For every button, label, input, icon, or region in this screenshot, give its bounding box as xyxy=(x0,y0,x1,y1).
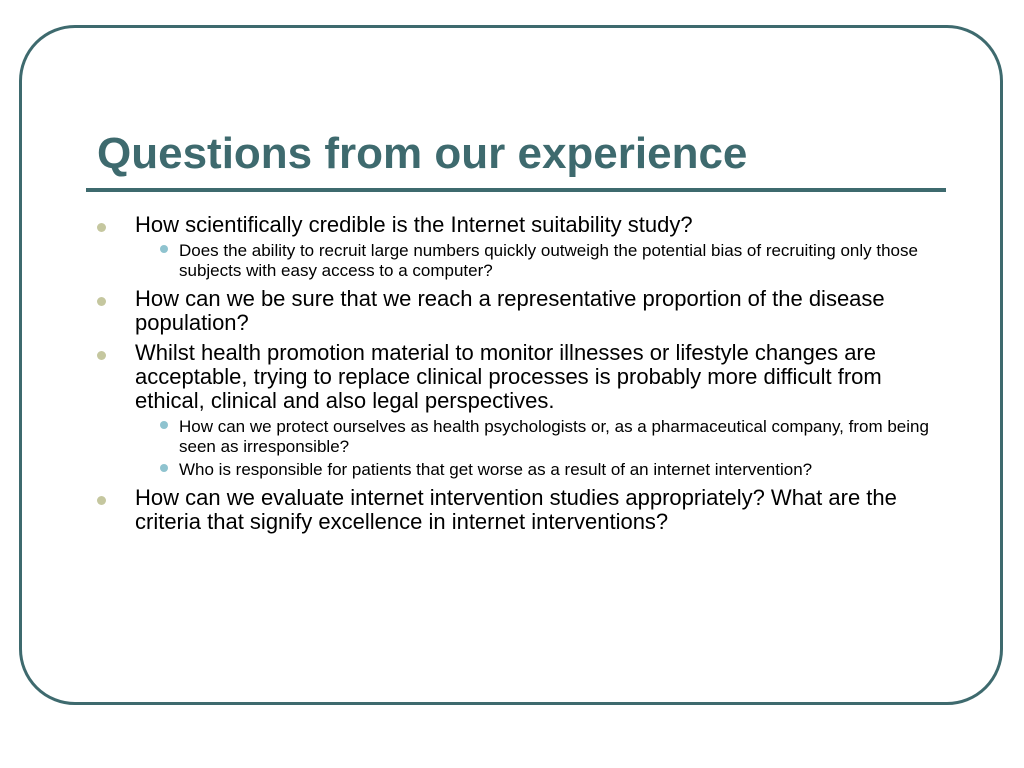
bullet-item-2 xyxy=(95,287,945,335)
sub-bullet-dot-icon xyxy=(160,464,168,472)
sub-bullet-text: Does the ability to recruit large numbers quickly outweigh the potential bias of recruiting only those subjects with easy access to a computer? xyxy=(179,241,918,280)
sub-bullet-dot-icon xyxy=(160,421,168,429)
bullet-text: Whilst health promotion material to monitor illnesses or lifestyle changes are acceptable, trying to replace clinical processes is probably more difficult from ethical, clinical and also legal perspectives. xyxy=(135,340,882,413)
sub-bullet-dot-icon xyxy=(160,245,168,253)
bullet-dot-icon xyxy=(97,223,106,232)
bullet-text: How can we be sure that we reach a representative proportion of the disease population? xyxy=(135,286,885,335)
sub-bullet-text: Who is responsible for patients that get worse as a result of an internet intervention? xyxy=(179,460,813,479)
sub-bullet-item-3-1 xyxy=(95,417,945,457)
sub-bullet-item-3-2 xyxy=(95,460,945,480)
bullet-dot-icon xyxy=(97,297,106,306)
bullet-item-1 xyxy=(95,213,945,237)
bullet-item-3 xyxy=(95,341,945,413)
bullet-list xyxy=(95,213,945,538)
bullet-dot-icon xyxy=(97,496,106,505)
bullet-dot-icon xyxy=(97,351,106,360)
sub-bullet-text: How can we protect ourselves as health psychologists or, as a pharmaceutical company, from being seen as irresponsible? xyxy=(179,417,929,456)
bullet-text: How scientifically credible is the Internet suitability study? xyxy=(135,212,693,237)
bullet-item-4 xyxy=(95,486,945,534)
sub-bullet-item-1-1 xyxy=(95,241,945,281)
bullet-text: How can we evaluate internet intervention studies appropriately? What are the criteria that signify excellence in internet interventions? xyxy=(135,485,897,534)
slide-title: Questions from our experience xyxy=(97,129,748,178)
title-underline xyxy=(86,188,946,192)
